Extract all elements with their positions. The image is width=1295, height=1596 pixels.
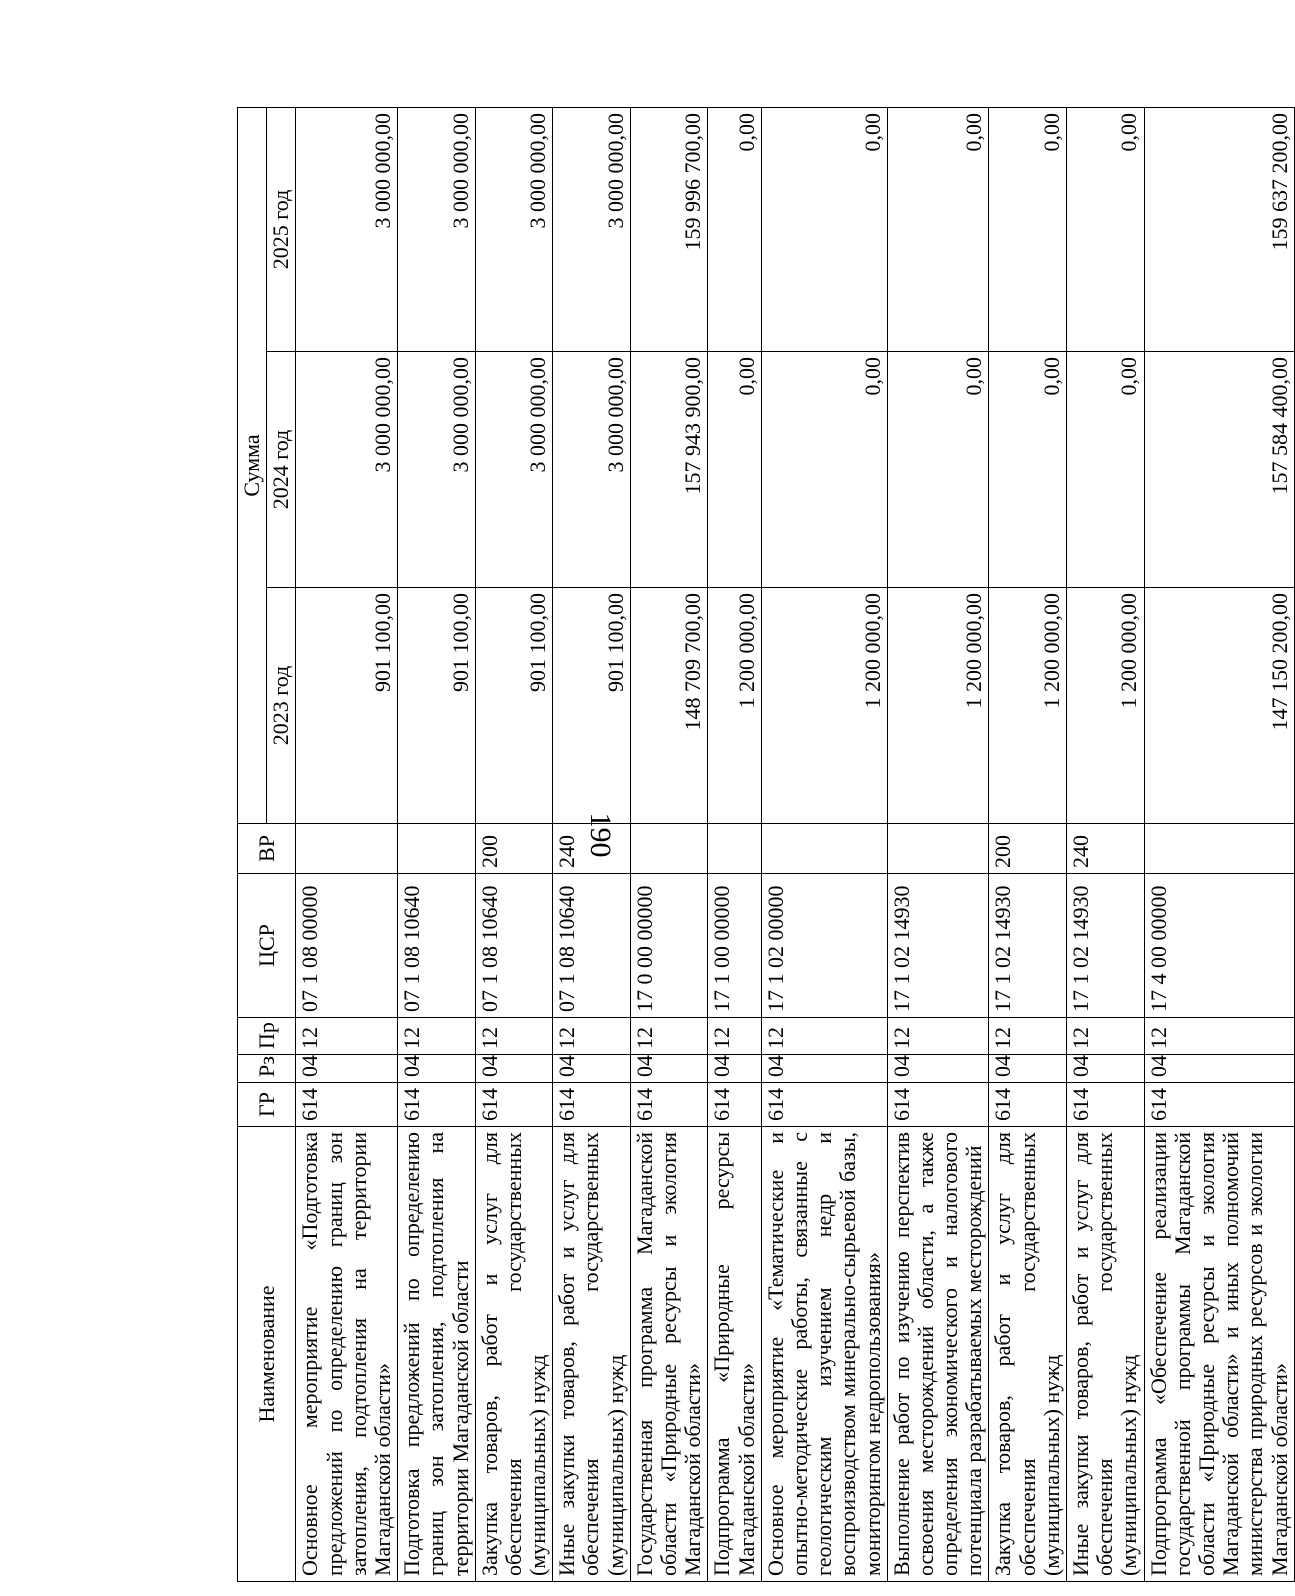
rz-cell: 04: [475, 1055, 553, 1083]
sum-2024-cell: 0,00: [761, 352, 887, 588]
csr-cell: 17 1 02 00000: [761, 874, 887, 1018]
gr-cell: 614: [989, 1083, 1067, 1127]
table-row: [887, 107, 989, 1581]
pr-cell: 12: [296, 1018, 398, 1055]
sum-2025-cell: 0,00: [1067, 107, 1145, 351]
gr-cell: 614: [475, 1083, 553, 1127]
gr-cell: 614: [1067, 1083, 1145, 1127]
gr-cell: 614: [761, 1083, 887, 1127]
table-row: [296, 107, 398, 1581]
rz-cell: 04: [630, 1055, 708, 1083]
sum-2024-cell: 157 943 900,00: [630, 352, 708, 588]
pr-cell: 12: [1144, 1018, 1294, 1055]
sum-2025-cell: 0,00: [989, 107, 1067, 351]
csr-cell: 07 1 08 10640: [475, 874, 553, 1018]
csr-cell: 17 4 00 00000: [1144, 874, 1294, 1018]
csr-cell: 17 1 02 14930: [989, 874, 1067, 1018]
budget-table: [237, 107, 1295, 1582]
vr-cell: [1144, 824, 1294, 874]
gr-cell: 614: [630, 1083, 708, 1127]
pr-cell: 12: [553, 1018, 631, 1055]
table-row: [553, 107, 631, 1581]
name-cell: Основное мероприятие «Тематические и опытно-методические работы, связанные с геологическим изучением недр и воспроизводством минерально-сырьевой базы, мониторингом недропользования»: [761, 1127, 887, 1582]
sum-2024-cell: 3 000 000,00: [296, 352, 398, 588]
sum-2025-cell: 0,00: [708, 107, 761, 351]
header-2024: 2024 год: [267, 352, 296, 588]
name-cell: Закупка товаров, работ и услуг для обеспечения государственных (муниципальных) нужд: [475, 1127, 553, 1582]
rz-cell: 04: [989, 1055, 1067, 1083]
csr-cell: 17 1 00 00000: [708, 874, 761, 1018]
sum-2023-cell: 1 200 000,00: [989, 588, 1067, 824]
sum-2025-cell: 159 996 700,00: [630, 107, 708, 351]
rz-cell: 04: [553, 1055, 631, 1083]
sum-2023-cell: 901 100,00: [553, 588, 631, 824]
rotated-table-wrapper: [237, 108, 1292, 1582]
pr-cell: 12: [398, 1018, 476, 1055]
header-gr: ГР: [238, 1083, 296, 1127]
name-cell: Иные закупки товаров, работ и услуг для обеспечения государственных (муниципальных) нужд: [553, 1127, 631, 1582]
name-cell: Закупка товаров, работ и услуг для обеспечения государственных (муниципальных) нужд: [989, 1127, 1067, 1582]
table-body: [296, 107, 1294, 1581]
rz-cell: 04: [1144, 1055, 1294, 1083]
pr-cell: 12: [761, 1018, 887, 1055]
sum-2023-cell: 1 200 000,00: [708, 588, 761, 824]
vr-cell: [630, 824, 708, 874]
table-row: [1144, 107, 1294, 1581]
csr-cell: 07 1 08 10640: [553, 874, 631, 1018]
sum-2023-cell: 1 200 000,00: [887, 588, 989, 824]
sum-2024-cell: 3 000 000,00: [475, 352, 553, 588]
name-cell: Иные закупки товаров, работ и услуг для обеспечения государственных (муниципальных) нужд: [1067, 1127, 1145, 1582]
name-cell: Основное мероприятие «Подготовка предложений по определению границ зон затопления, подтопления на территории Магаданской области»: [296, 1127, 398, 1582]
rz-cell: 04: [296, 1055, 398, 1083]
header-name: Наименование: [238, 1127, 296, 1582]
rz-cell: 04: [887, 1055, 989, 1083]
header-csr: ЦСР: [238, 874, 296, 1018]
table-row: [989, 107, 1067, 1581]
name-cell: Выполнение работ по изучению перспектив освоения месторождений области, а также определения экономического и налогового потенциала разрабатываемых месторождений: [887, 1127, 989, 1582]
sum-2025-cell: 3 000 000,00: [475, 107, 553, 351]
gr-cell: 614: [887, 1083, 989, 1127]
sum-2025-cell: 0,00: [887, 107, 989, 351]
rz-cell: 04: [398, 1055, 476, 1083]
sum-2025-cell: 159 637 200,00: [1144, 107, 1294, 351]
vr-cell: [708, 824, 761, 874]
vr-cell: 240: [1067, 824, 1145, 874]
csr-cell: 17 1 02 14930: [1067, 874, 1145, 1018]
name-cell: Подпрограмма «Природные ресурсы Магаданской области»: [708, 1127, 761, 1582]
csr-cell: 17 0 00 00000: [630, 874, 708, 1018]
sum-2023-cell: 1 200 000,00: [761, 588, 887, 824]
csr-cell: 07 1 08 00000: [296, 874, 398, 1018]
gr-cell: 614: [1144, 1083, 1294, 1127]
vr-cell: 200: [989, 824, 1067, 874]
pr-cell: 12: [887, 1018, 989, 1055]
table-row: [475, 107, 553, 1581]
sum-2023-cell: 147 150 200,00: [1144, 588, 1294, 824]
header-vr: ВР: [238, 824, 296, 874]
rz-cell: 04: [761, 1055, 887, 1083]
header-2023: 2023 год: [267, 588, 296, 824]
csr-cell: 17 1 02 14930: [887, 874, 989, 1018]
table-row: [708, 107, 761, 1581]
vr-cell: 200: [475, 824, 553, 874]
pr-cell: 12: [989, 1018, 1067, 1055]
rz-cell: 04: [708, 1055, 761, 1083]
gr-cell: 614: [296, 1083, 398, 1127]
csr-cell: 07 1 08 10640: [398, 874, 476, 1018]
sum-2025-cell: 3 000 000,00: [296, 107, 398, 351]
table-row: [1067, 107, 1145, 1581]
table-row: [398, 107, 476, 1581]
pr-cell: 12: [630, 1018, 708, 1055]
vr-cell: [398, 824, 476, 874]
table-row: [761, 107, 887, 1581]
sum-2024-cell: 0,00: [1067, 352, 1145, 588]
sum-2024-cell: 0,00: [708, 352, 761, 588]
sum-2025-cell: 0,00: [761, 107, 887, 351]
sum-2024-cell: 0,00: [887, 352, 989, 588]
gr-cell: 614: [708, 1083, 761, 1127]
sum-2023-cell: 901 100,00: [398, 588, 476, 824]
sum-2024-cell: 0,00: [989, 352, 1067, 588]
sum-2023-cell: 1 200 000,00: [1067, 588, 1145, 824]
sum-2023-cell: 901 100,00: [296, 588, 398, 824]
sum-2025-cell: 3 000 000,00: [553, 107, 631, 351]
name-cell: Государственная программа Магаданской области «Природные ресурсы и экология Магаданской области»: [630, 1127, 708, 1582]
name-cell: Подпрограмма «Обеспечение реализации государственной программы Магаданской области «Природные ресурсы и экология Магаданской области» и иных полномочий министерства природных ресурсов и экологии Магаданской области»: [1144, 1127, 1294, 1582]
pr-cell: 12: [708, 1018, 761, 1055]
header-rz: Рз: [238, 1055, 296, 1083]
page-number: 190: [584, 812, 617, 858]
rz-cell: 04: [1067, 1055, 1145, 1083]
sum-2023-cell: 901 100,00: [475, 588, 553, 824]
gr-cell: 614: [553, 1083, 631, 1127]
pr-cell: 12: [475, 1018, 553, 1055]
sum-2024-cell: 3 000 000,00: [553, 352, 631, 588]
vr-cell: [887, 824, 989, 874]
vr-cell: [296, 824, 398, 874]
sum-2025-cell: 3 000 000,00: [398, 107, 476, 351]
name-cell: Подготовка предложений по определению границ зон затопления, подтопления на территории Магаданской области: [398, 1127, 476, 1582]
vr-cell: [761, 824, 887, 874]
gr-cell: 614: [398, 1083, 476, 1127]
pr-cell: 12: [1067, 1018, 1145, 1055]
sum-2024-cell: 157 584 400,00: [1144, 352, 1294, 588]
header-sum: Сумма: [238, 107, 267, 823]
header-2025: 2025 год: [267, 107, 296, 351]
sum-2024-cell: 3 000 000,00: [398, 352, 476, 588]
table-row: [630, 107, 708, 1581]
header-pr: Пр: [238, 1018, 296, 1055]
vr-cell: 240: [553, 824, 631, 874]
sum-2023-cell: 148 709 700,00: [630, 588, 708, 824]
